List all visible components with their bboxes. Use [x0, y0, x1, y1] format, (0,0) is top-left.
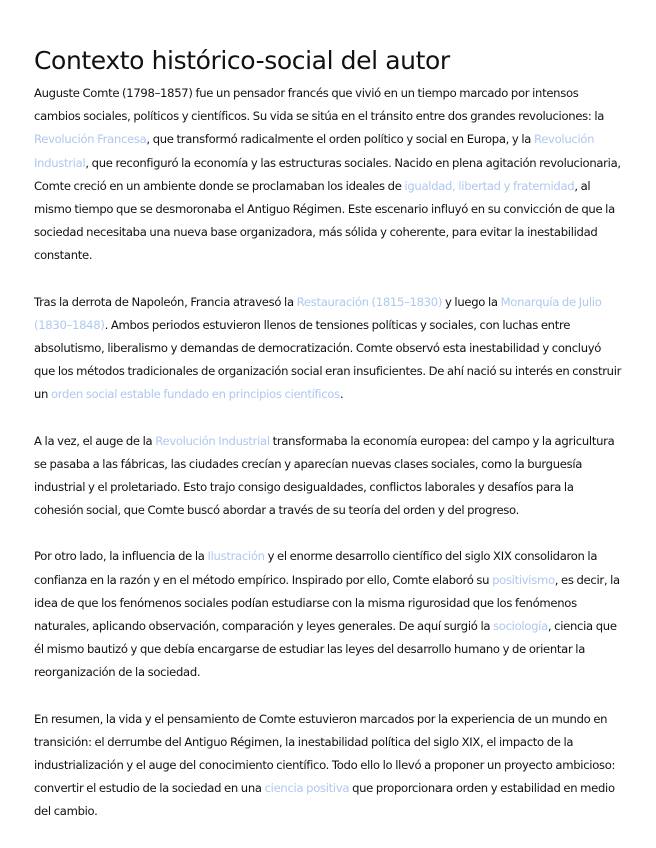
highlighted-term: ciencia positiva: [264, 781, 350, 796]
highlighted-term: Ilustración: [207, 549, 265, 564]
paragraph-4: [34, 545, 624, 684]
text-segment: Auguste Comte (1798–1857) fue un pensador francés que vivió en un tiempo marcado por intensos cambios sociales, políticos y científicos. Su vida se sitúa en el tránsito entre dos grandes revoluciones: la: [34, 86, 605, 124]
highlighted-term: Revolución Industrial: [34, 132, 595, 170]
document-page: [34, 46, 624, 824]
highlighted-term: positivismo: [492, 572, 555, 587]
text-segment: , al mismo tiempo que se desmoronaba el Antiguo Régimen. Este escenario influyó en su convicción de que la sociedad necesitaba una nueva base organizadora, más sólida y coherente, para evitar la inestabilidad constante.: [34, 178, 615, 263]
text-segment: .: [339, 387, 344, 402]
paragraph-1: [34, 82, 624, 268]
document-title: Contexto histórico-social del autor: [34, 46, 450, 75]
text-segment: , ciencia que él mismo bautizó y que debía encargarse de estudiar las leyes del desarrollo humano y de orientar la reorganización de la sociedad.: [34, 619, 617, 680]
highlighted-term: Revolución Francesa: [34, 132, 147, 147]
text-segment: y luego la: [442, 294, 501, 309]
paragraph-3: [34, 430, 624, 523]
text-segment: y el enorme desarrollo científico del siglo XIX consolidaron la confianza en la razón y en el método empírico. Inspirado por ello, Comte elaboró su: [34, 549, 598, 587]
highlighted-term: igualdad, libertad y fraternidad: [404, 178, 575, 193]
highlighted-term: Restauración (1815–1830): [296, 294, 443, 309]
text-segment: Tras la derrota de Napoleón, Francia atravesó la: [34, 294, 297, 309]
paragraph-5: [34, 708, 624, 824]
highlighted-term: Revolución Industrial: [155, 433, 270, 448]
text-segment: Por otro lado, la influencia de la: [34, 549, 208, 564]
text-segment: , que transformó radicalmente el orden político y social en Europa, y la: [146, 132, 534, 147]
highlighted-term: orden social estable fundado en principios científicos: [50, 387, 340, 402]
highlighted-term: sociología: [493, 619, 548, 634]
text-segment: , que reconfiguró la economía y las estructuras sociales. Nacido en plena agitación revolucionaria, Comte creció en un ambiente donde se proclamaban los ideales de: [34, 155, 621, 193]
document-body: [34, 82, 624, 824]
paragraph-2: [34, 291, 624, 407]
text-segment: . Ambos periodos estuvieron llenos de tensiones políticas y sociales, con luchas entre absolutismo, liberalismo y demandas de democratización. Comte observó esta inestabilidad y concluyó que los métodos tradicionales de organización social eran insuficientes. De ahí nació su interés en construir un: [34, 317, 622, 402]
text-segment: , es decir, la idea de que los fenómenos sociales podían estudiarse con la misma rigurosidad que los fenómenos naturales, aplicando observación, comparación y leyes generales. De aquí surgió la: [34, 572, 620, 634]
highlighted-term: Monarquía de Julio (1830–1848): [34, 294, 602, 332]
text-segment: En resumen, la vida y el pensamiento de Comte estuvieron marcados por la experiencia de un mundo en transición: el derrumbe del Antiguo Régimen, la inestabilidad política del siglo XIX, el impacto de la industrialización y el auge del conocimiento científico. Todo ello lo llevó a proponer un proyecto ambicioso: convertir el estudio de la sociedad en una: [34, 711, 616, 796]
text-segment: que proporcionara orden y estabilidad en medio del cambio.: [34, 781, 615, 819]
text-segment: transformaba la economía europea: del campo y la agricultura se pasaba a las fábricas, las ciudades crecían y aparecían nuevas clases sociales, como la burguesía industrial y el proletariado. Esto trajo consigo desigualdades, conflictos laborales y desafíos para la cohesión social, que Comte buscó abordar a través de su teoría del orden y del progreso.: [34, 433, 615, 518]
text-segment: A la vez, el auge de la: [34, 433, 156, 448]
